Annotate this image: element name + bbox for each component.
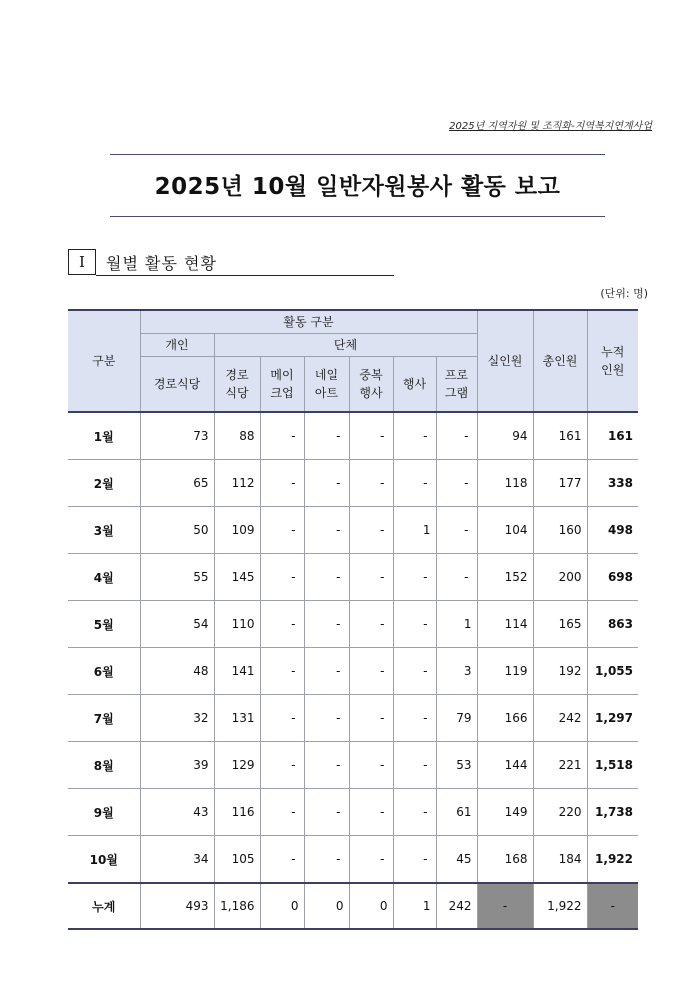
cell-senior-cafeteria-individual: 55 (140, 554, 214, 601)
cell-event: - (393, 695, 436, 742)
table-total-row (68, 883, 638, 929)
total-total-count: 1,922 (533, 883, 587, 929)
cell-senior-cafeteria-group: 141 (214, 648, 260, 695)
cell-cumulative: 338 (587, 460, 638, 507)
cell-total-count: 242 (533, 695, 587, 742)
cell-nail-art: - (304, 648, 349, 695)
unit-note: (단위: 명) (600, 287, 648, 300)
cell-senior-cafeteria-group: 105 (214, 836, 260, 884)
cell-nail-art: - (304, 601, 349, 648)
row-month: 1월 (68, 412, 140, 460)
header-activity-group: 활동 구분 (140, 310, 477, 334)
row-month: 3월 (68, 507, 140, 554)
cell-makeup: - (260, 695, 304, 742)
cell-senior-cafeteria-individual: 34 (140, 836, 214, 884)
row-month: 6월 (68, 648, 140, 695)
header-col-senior-cafeteria-individual: 경로식당 (140, 357, 214, 413)
cell-total-count: 160 (533, 507, 587, 554)
cell-cumulative: 1,738 (587, 789, 638, 836)
cell-nail-art: - (304, 695, 349, 742)
cell-real-count: 149 (477, 789, 533, 836)
cell-senior-cafeteria-individual: 48 (140, 648, 214, 695)
cell-nail-art: - (304, 412, 349, 460)
cell-senior-cafeteria-individual: 54 (140, 601, 214, 648)
cell-senior-cafeteria-individual: 43 (140, 789, 214, 836)
title-rule-top (110, 154, 605, 155)
table-row (68, 554, 638, 601)
cell-program: 3 (436, 648, 477, 695)
title-rule-bottom (110, 216, 605, 217)
cell-cumulative: 1,297 (587, 695, 638, 742)
cell-program: 1 (436, 601, 477, 648)
cell-senior-cafeteria-individual: 65 (140, 460, 214, 507)
table-row (68, 412, 638, 460)
cell-total-count: 165 (533, 601, 587, 648)
cell-senior-cafeteria-group: 131 (214, 695, 260, 742)
row-month: 10월 (68, 836, 140, 884)
cell-makeup: - (260, 648, 304, 695)
cell-event: - (393, 648, 436, 695)
header-total-count: 총인원 (533, 310, 587, 412)
cell-duplicate-event: - (349, 695, 393, 742)
cell-makeup: - (260, 836, 304, 884)
cell-senior-cafeteria-individual: 73 (140, 412, 214, 460)
table-row (68, 460, 638, 507)
cell-nail-art: - (304, 789, 349, 836)
total-makeup: 0 (260, 883, 304, 929)
header-real-count: 실인원 (477, 310, 533, 412)
total-nail-art: 0 (304, 883, 349, 929)
row-month: 5월 (68, 601, 140, 648)
cell-duplicate-event: - (349, 460, 393, 507)
cell-senior-cafeteria-group: 145 (214, 554, 260, 601)
cell-program: 53 (436, 742, 477, 789)
cell-duplicate-event: - (349, 507, 393, 554)
section-title: 월별 활동 현황 (106, 253, 217, 273)
cell-real-count: 119 (477, 648, 533, 695)
table-row (68, 742, 638, 789)
cell-event: - (393, 742, 436, 789)
cell-makeup: - (260, 412, 304, 460)
header-col-senior-cafeteria-group: 경로 식당 (214, 357, 260, 413)
cell-total-count: 192 (533, 648, 587, 695)
cell-makeup: - (260, 554, 304, 601)
cell-senior-cafeteria-group: 112 (214, 460, 260, 507)
section-underline (96, 275, 394, 276)
cell-duplicate-event: - (349, 554, 393, 601)
total-real-count: - (477, 883, 533, 929)
header-col-event: 행사 (393, 357, 436, 413)
cell-real-count: 168 (477, 836, 533, 884)
cell-duplicate-event: - (349, 789, 393, 836)
cell-senior-cafeteria-individual: 50 (140, 507, 214, 554)
cell-senior-cafeteria-group: 116 (214, 789, 260, 836)
table-row (68, 789, 638, 836)
header-individual: 개인 (140, 334, 214, 357)
cell-real-count: 118 (477, 460, 533, 507)
table-row (68, 695, 638, 742)
cell-event: - (393, 460, 436, 507)
cell-program: - (436, 412, 477, 460)
header-category: 구분 (68, 310, 140, 412)
cell-makeup: - (260, 601, 304, 648)
total-senior-cafeteria-individual: 493 (140, 883, 214, 929)
header-note: 2025년 지역자원 및 조직화-지역복지연계사업 (449, 121, 652, 132)
header-col-nail-art: 네일 아트 (304, 357, 349, 413)
cell-cumulative: 1,055 (587, 648, 638, 695)
cell-duplicate-event: - (349, 742, 393, 789)
cell-nail-art: - (304, 460, 349, 507)
cell-event: 1 (393, 507, 436, 554)
table-body (68, 412, 638, 929)
cell-nail-art: - (304, 836, 349, 884)
row-month: 4월 (68, 554, 140, 601)
total-event: 1 (393, 883, 436, 929)
monthly-activity-table (68, 309, 638, 930)
cell-program: - (436, 554, 477, 601)
cell-senior-cafeteria-group: 109 (214, 507, 260, 554)
total-label: 누계 (68, 883, 140, 929)
cell-duplicate-event: - (349, 836, 393, 884)
cell-real-count: 114 (477, 601, 533, 648)
total-cumulative: - (587, 883, 638, 929)
cell-event: - (393, 554, 436, 601)
cell-cumulative: 498 (587, 507, 638, 554)
document-title: 2025년 10월 일반자원봉사 활동 보고 (154, 174, 561, 200)
cell-duplicate-event: - (349, 648, 393, 695)
cell-cumulative: 1,922 (587, 836, 638, 884)
row-month: 7월 (68, 695, 140, 742)
cell-program: 45 (436, 836, 477, 884)
cell-makeup: - (260, 742, 304, 789)
header-col-duplicate-event: 중복 행사 (349, 357, 393, 413)
cell-senior-cafeteria-individual: 32 (140, 695, 214, 742)
table-row (68, 601, 638, 648)
cell-event: - (393, 789, 436, 836)
cell-total-count: 177 (533, 460, 587, 507)
cell-real-count: 94 (477, 412, 533, 460)
cell-senior-cafeteria-individual: 39 (140, 742, 214, 789)
cell-nail-art: - (304, 507, 349, 554)
cell-makeup: - (260, 507, 304, 554)
cell-makeup: - (260, 789, 304, 836)
total-program: 242 (436, 883, 477, 929)
section-heading (68, 249, 217, 275)
row-month: 8월 (68, 742, 140, 789)
table-row (68, 648, 638, 695)
section-number: I (68, 249, 96, 275)
cell-real-count: 144 (477, 742, 533, 789)
cell-total-count: 161 (533, 412, 587, 460)
table-row (68, 507, 638, 554)
cell-senior-cafeteria-group: 129 (214, 742, 260, 789)
cell-real-count: 166 (477, 695, 533, 742)
header-col-makeup: 메이 크업 (260, 357, 304, 413)
cell-total-count: 221 (533, 742, 587, 789)
cell-total-count: 220 (533, 789, 587, 836)
cell-program: 79 (436, 695, 477, 742)
cell-cumulative: 698 (587, 554, 638, 601)
header-cumulative: 누적 인원 (587, 310, 638, 412)
cell-program: - (436, 507, 477, 554)
cell-duplicate-event: - (349, 601, 393, 648)
cell-real-count: 152 (477, 554, 533, 601)
cell-cumulative: 1,518 (587, 742, 638, 789)
row-month: 2월 (68, 460, 140, 507)
total-senior-cafeteria-group: 1,186 (214, 883, 260, 929)
header-col-program: 프로 그램 (436, 357, 477, 413)
cell-event: - (393, 836, 436, 884)
header-group: 단체 (214, 334, 477, 357)
cell-cumulative: 863 (587, 601, 638, 648)
cell-program: - (436, 460, 477, 507)
table-row (68, 836, 638, 884)
cell-nail-art: - (304, 742, 349, 789)
cell-total-count: 184 (533, 836, 587, 884)
cell-duplicate-event: - (349, 412, 393, 460)
cell-total-count: 200 (533, 554, 587, 601)
cell-senior-cafeteria-group: 88 (214, 412, 260, 460)
cell-senior-cafeteria-group: 110 (214, 601, 260, 648)
cell-event: - (393, 601, 436, 648)
cell-cumulative: 161 (587, 412, 638, 460)
cell-real-count: 104 (477, 507, 533, 554)
cell-event: - (393, 412, 436, 460)
cell-makeup: - (260, 460, 304, 507)
cell-program: 61 (436, 789, 477, 836)
cell-nail-art: - (304, 554, 349, 601)
row-month: 9월 (68, 789, 140, 836)
total-duplicate-event: 0 (349, 883, 393, 929)
